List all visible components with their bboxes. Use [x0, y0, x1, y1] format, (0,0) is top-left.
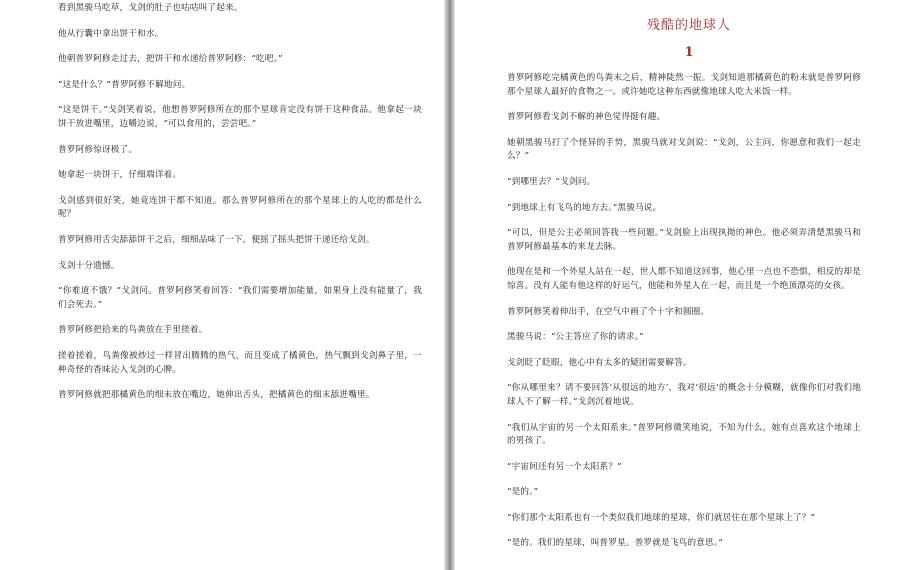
right-page — [455, 0, 899, 570]
paragraph: 普罗阿修看戈剑不解的神色觉得挺有趣。 — [507, 112, 666, 123]
paragraph: “你们那个太阳系也有一个类似我们地球的星球，你们就居住在那个星球上了？” — [507, 512, 816, 523]
paragraph: 他朝普罗阿修走过去，把饼干和水递给普罗阿修：“吃吧。” — [58, 54, 283, 65]
paragraph: 普罗阿修把拾来的鸟粪放在手里搓着。 — [58, 325, 208, 336]
right-page-text — [455, 14, 899, 563]
paragraph: “我们从宇宙的另一个太阳系来。”普罗阿修微笑地说，不知为什么，她有点喜欢这个地球上的男孩了。 — [507, 422, 861, 447]
paragraph: 他从行囊中拿出饼干和水。 — [58, 28, 164, 39]
right-page-paragraphs — [507, 72, 861, 551]
paragraph: 戈剑眨了眨眼，他心中有太多的疑团需要解答。 — [507, 357, 692, 368]
paragraph: 看到黑骏马吃草，戈剑的肚子也咕咕叫了起来。 — [58, 3, 243, 13]
paragraph: 普罗阿修笑着伸出手，在空气中画了个十字和圆圈。 — [507, 306, 710, 317]
paragraph: “可以，但是公主必须回答我一些问题。”戈剑脸上出现执拗的神色。他必须弄清楚黑骏马和普罗阿修最基本的来龙去脉。 — [507, 228, 861, 252]
paragraph: 搓着搓着，鸟粪像被炒过一样冒出腾腾的热气，而且变成了橘黄色，热气飘到戈剑鼻子里，一种奇怪的香味沁入戈剑的心脾。 — [58, 350, 422, 375]
paragraph: 普罗阿修惊讶极了。 — [58, 144, 138, 155]
paragraph: 普罗阿修吃完橘黄色的鸟粪末之后，精神陡然一振。戈剑知道那橘黄色的粉末就是普罗阿修那个星球人最好的食物之一。或许她吃这种东西就像地球人吃大米饭一样。 — [507, 73, 861, 97]
paragraph: 她拿起一块饼干，仔细端详着。 — [58, 170, 182, 181]
page-gutter — [444, 0, 455, 570]
paragraph: 普罗阿修用舌尖舔舔饼干之后，细细品味了一下，便摇了摇头把饼干递还给戈剑。 — [58, 234, 375, 245]
chapter-number: 1 — [684, 45, 694, 60]
paragraph: 戈剑感到很好笑，她竟连饼干都不知道。那么普罗阿修所在的那个星球上的人吃的都是什么呢？ — [58, 195, 422, 220]
paragraph: “宇宙间还有另一个太阳系？” — [507, 461, 622, 472]
paragraph: 他现在是和一个外星人站在一起，世人都不知道这回事，他心里一点也不恐惧，相反的却是惊喜。没有人能有他这样的好运气，他能和外星人在一起，而且是一个绝顶漂亮的女孩。 — [507, 267, 861, 291]
paragraph: “是的。” — [507, 487, 539, 498]
paragraph: “这是饼干。”戈剑笑着说，他想普罗阿修所在的那个星球肯定没有饼干这种食品。他拿起一块饼干放进嘴里，边嚼边说，“可以食用的，尝尝吧。” — [58, 105, 422, 129]
left-page-text — [0, 2, 444, 415]
left-page — [0, 0, 444, 570]
paragraph: 普罗阿修就把那橘黄色的细末放在嘴边，她伸出舌头，把橘黄色的细末舔进嘴里。 — [58, 390, 375, 401]
paragraph: 黑骏马说：“公主答应了你的请求。” — [507, 332, 644, 343]
paragraph: “到地球上有飞鸟的地方去。”黑骏马说。 — [507, 202, 662, 213]
paragraph: “你难道不饿？”戈剑问。普罗阿修笑着回答：“我们需要增加能量，如果身上没有能量了，我们会死去。” — [58, 286, 422, 310]
paragraph: “这是什么？”普罗阿修不解地问。 — [58, 79, 191, 90]
paragraph: “是的。我们的星球，叫普罗星。普罗就是飞鸟的意思。” — [507, 538, 723, 549]
paragraph: 戈剑十分遗憾。 — [58, 260, 120, 271]
paragraph: 她朝黑骏马打了个怪异的手势，黑骏马就对戈剑说：“戈剑，公主问，你愿意和我们一起走么？” — [507, 137, 861, 162]
chapter-title: 残酷的地球人 — [646, 18, 731, 33]
paragraph: “到哪里去？”戈剑问。 — [507, 176, 596, 187]
paragraph: “你从哪里来？请不要回答‘从很远的地方’，我对‘很远’的概念十分模糊，就像你们对我们地球人不了解一样。”戈剑沉着地说。 — [507, 383, 861, 407]
